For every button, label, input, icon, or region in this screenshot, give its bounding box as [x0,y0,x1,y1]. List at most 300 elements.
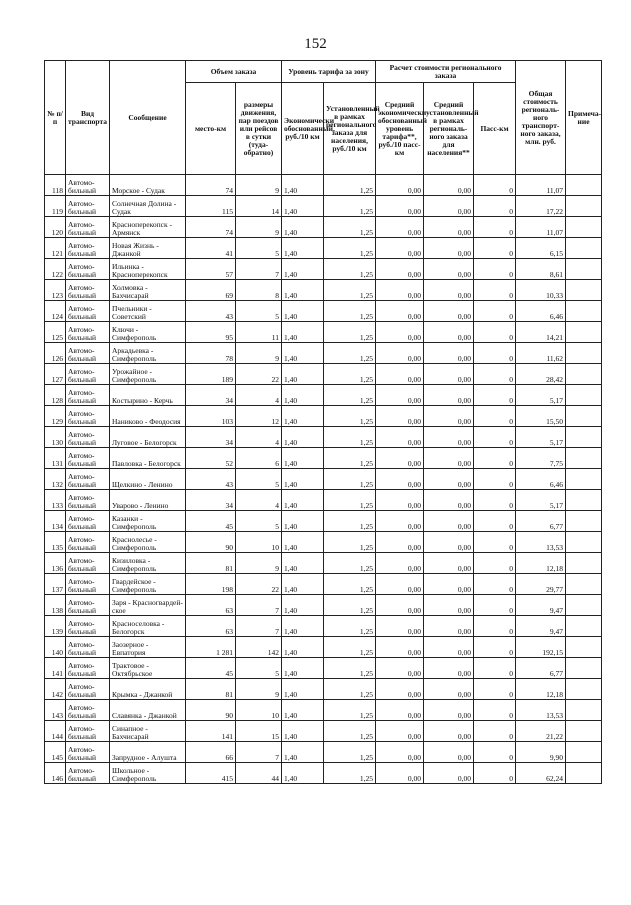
note-cell [566,385,602,406]
avg-set-tariff: 0,00 [424,763,474,784]
pass-km: 0 [474,448,516,469]
table-row [45,364,602,385]
avg-set-tariff: 0,00 [424,700,474,721]
header-idx: № п/п [45,61,66,175]
table-row [45,280,602,301]
route-name: Заря - Красногвардей-ское [110,595,186,616]
econ-tariff: 1,40 [282,763,324,784]
trips-per-day: 8 [236,280,282,301]
avg-set-tariff: 0,00 [424,280,474,301]
pass-km: 0 [474,574,516,595]
note-cell [566,259,602,280]
route-name: Славянка - Джанкой [110,700,186,721]
trips-per-day: 5 [236,658,282,679]
seat-km: 43 [186,301,236,322]
avg-econ-tariff: 0,00 [376,658,424,679]
note-cell [566,175,602,196]
transport-mode: Автомо-бильный [66,742,110,763]
row-number: 133 [45,490,66,511]
note-cell [566,742,602,763]
set-tariff: 1,25 [324,238,376,259]
pass-km: 0 [474,196,516,217]
trips-per-day: 7 [236,742,282,763]
trips-per-day: 7 [236,616,282,637]
transport-mode: Автомо-бильный [66,469,110,490]
avg-set-tariff: 0,00 [424,721,474,742]
trips-per-day: 10 [236,700,282,721]
route-name: Ключи - Симферополь [110,322,186,343]
row-number: 142 [45,679,66,700]
pass-km: 0 [474,532,516,553]
seat-km: 34 [186,490,236,511]
seat-km: 189 [186,364,236,385]
transport-mode: Автомо-бильный [66,700,110,721]
avg-econ-tariff: 0,00 [376,238,424,259]
avg-set-tariff: 0,00 [424,490,474,511]
total-cost: 17,22 [516,196,566,217]
note-cell [566,679,602,700]
total-cost: 6,46 [516,469,566,490]
avg-set-tariff: 0,00 [424,217,474,238]
route-name: Щелкино - Ленино [110,469,186,490]
avg-set-tariff: 0,00 [424,532,474,553]
avg-set-tariff: 0,00 [424,511,474,532]
row-number: 139 [45,616,66,637]
trips-per-day: 5 [236,238,282,259]
note-cell [566,637,602,658]
transport-mode: Автомо-бильный [66,406,110,427]
table-row [45,196,602,217]
econ-tariff: 1,40 [282,721,324,742]
set-tariff: 1,25 [324,511,376,532]
row-number: 129 [45,406,66,427]
avg-econ-tariff: 0,00 [376,385,424,406]
route-name: Наниково - Феодосия [110,406,186,427]
transport-mode: Автомо-бильный [66,343,110,364]
note-cell [566,322,602,343]
avg-econ-tariff: 0,00 [376,595,424,616]
pass-km: 0 [474,322,516,343]
avg-set-tariff: 0,00 [424,301,474,322]
set-tariff: 1,25 [324,637,376,658]
transport-mode: Автомо-бильный [66,217,110,238]
transport-mode: Автомо-бильный [66,196,110,217]
seat-km: 78 [186,343,236,364]
seat-km: 74 [186,217,236,238]
note-cell [566,343,602,364]
route-name: Урожайное - Симферополь [110,364,186,385]
trips-per-day: 12 [236,406,282,427]
route-name: Запрудное - Алушта [110,742,186,763]
pass-km: 0 [474,238,516,259]
transport-mode: Автомо-бильный [66,658,110,679]
avg-econ-tariff: 0,00 [376,490,424,511]
row-number: 124 [45,301,66,322]
transport-mode: Автомо-бильный [66,595,110,616]
row-number: 134 [45,511,66,532]
trips-per-day: 11 [236,322,282,343]
table-row [45,532,602,553]
pass-km: 0 [474,343,516,364]
pass-km: 0 [474,259,516,280]
pass-km: 0 [474,679,516,700]
seat-km: 41 [186,238,236,259]
econ-tariff: 1,40 [282,385,324,406]
row-number: 126 [45,343,66,364]
trips-per-day: 22 [236,574,282,595]
avg-set-tariff: 0,00 [424,616,474,637]
econ-tariff: 1,40 [282,637,324,658]
trips-per-day: 5 [236,301,282,322]
seat-km: 81 [186,679,236,700]
avg-econ-tariff: 0,00 [376,301,424,322]
set-tariff: 1,25 [324,532,376,553]
avg-econ-tariff: 0,00 [376,217,424,238]
note-cell [566,280,602,301]
route-name: Костырино - Керчь [110,385,186,406]
total-cost: 14,21 [516,322,566,343]
avg-econ-tariff: 0,00 [376,679,424,700]
seat-km: 66 [186,742,236,763]
row-number: 123 [45,280,66,301]
set-tariff: 1,25 [324,553,376,574]
set-tariff: 1,25 [324,301,376,322]
transport-mode: Автомо-бильный [66,385,110,406]
pass-km: 0 [474,301,516,322]
avg-set-tariff: 0,00 [424,637,474,658]
econ-tariff: 1,40 [282,322,324,343]
route-name: Синапное - Бахчисарай [110,721,186,742]
route-name: Казанки - Симферополь [110,511,186,532]
total-cost: 192,15 [516,637,566,658]
seat-km: 81 [186,553,236,574]
set-tariff: 1,25 [324,406,376,427]
route-name: Ильинка - Красноперекопск [110,259,186,280]
header-avg-econ: Средний экономически обоснованный уровень тарифа**, руб./10 пасс-км [376,83,424,175]
pass-km: 0 [474,406,516,427]
seat-km: 103 [186,406,236,427]
row-number: 122 [45,259,66,280]
trips-per-day: 5 [236,469,282,490]
avg-econ-tariff: 0,00 [376,427,424,448]
avg-econ-tariff: 0,00 [376,196,424,217]
table-row [45,427,602,448]
avg-econ-tariff: 0,00 [376,637,424,658]
total-cost: 6,77 [516,658,566,679]
note-cell [566,490,602,511]
set-tariff: 1,25 [324,196,376,217]
transport-mode: Автомо-бильный [66,721,110,742]
econ-tariff: 1,40 [282,280,324,301]
transport-mode: Автомо-бильный [66,238,110,259]
pass-km: 0 [474,742,516,763]
avg-econ-tariff: 0,00 [376,700,424,721]
econ-tariff: 1,40 [282,196,324,217]
note-cell [566,721,602,742]
note-cell [566,469,602,490]
set-tariff: 1,25 [324,490,376,511]
pass-km: 0 [474,490,516,511]
total-cost: 5,17 [516,385,566,406]
econ-tariff: 1,40 [282,658,324,679]
trips-per-day: 9 [236,553,282,574]
regional-order-table [44,60,602,784]
header-group-calc: Расчет стоимости регионального заказа [376,61,516,83]
avg-set-tariff: 0,00 [424,175,474,196]
avg-set-tariff: 0,00 [424,742,474,763]
header-trips: размеры движения, пар поездов или рейсов в сутки (туда-обратно) [236,83,282,175]
header-set-tariff: Установленный в рамках регионального заказа для населения, руб./10 км [324,83,376,175]
total-cost: 5,17 [516,490,566,511]
total-cost: 7,75 [516,448,566,469]
table-row [45,679,602,700]
avg-econ-tariff: 0,00 [376,343,424,364]
econ-tariff: 1,40 [282,553,324,574]
avg-econ-tariff: 0,00 [376,721,424,742]
total-cost: 12,18 [516,553,566,574]
seat-km: 45 [186,511,236,532]
route-name: Заозерное - Евпатория [110,637,186,658]
table-row [45,301,602,322]
header-econ: Экономически обоснованный, руб./10 км [282,83,324,175]
set-tariff: 1,25 [324,364,376,385]
set-tariff: 1,25 [324,259,376,280]
total-cost: 29,77 [516,574,566,595]
transport-mode: Автомо-бильный [66,322,110,343]
table-row [45,175,602,196]
table-row [45,238,602,259]
row-number: 125 [45,322,66,343]
header-group-tariff: Уровень тарифа за зону [282,61,376,83]
pass-km: 0 [474,175,516,196]
route-name: Аркадьевка - Симферополь [110,343,186,364]
route-name: Краснолесье - Симферополь [110,532,186,553]
avg-set-tariff: 0,00 [424,259,474,280]
trips-per-day: 10 [236,532,282,553]
seat-km: 43 [186,469,236,490]
total-cost: 11,07 [516,217,566,238]
route-name: Луговое - Белогорск [110,427,186,448]
total-cost: 13,53 [516,700,566,721]
row-number: 132 [45,469,66,490]
table-row [45,616,602,637]
transport-mode: Автомо-бильный [66,637,110,658]
econ-tariff: 1,40 [282,679,324,700]
trips-per-day: 7 [236,595,282,616]
pass-km: 0 [474,553,516,574]
trips-per-day: 7 [236,259,282,280]
row-number: 127 [45,364,66,385]
route-name: Кизиловка - Симферополь [110,553,186,574]
trips-per-day: 4 [236,490,282,511]
total-cost: 21,22 [516,721,566,742]
trips-per-day: 14 [236,196,282,217]
set-tariff: 1,25 [324,469,376,490]
table-row [45,217,602,238]
econ-tariff: 1,40 [282,301,324,322]
table-row [45,700,602,721]
row-number: 144 [45,721,66,742]
route-name: Красноселовка - Белогорск [110,616,186,637]
econ-tariff: 1,40 [282,511,324,532]
trips-per-day: 4 [236,427,282,448]
econ-tariff: 1,40 [282,448,324,469]
note-cell [566,427,602,448]
transport-mode: Автомо-бильный [66,280,110,301]
note-cell [566,364,602,385]
route-name: Школьное - Симферополь [110,763,186,784]
total-cost: 62,24 [516,763,566,784]
transport-mode: Автомо-бильный [66,427,110,448]
trips-per-day: 4 [236,385,282,406]
row-number: 118 [45,175,66,196]
avg-set-tariff: 0,00 [424,322,474,343]
total-cost: 9,47 [516,616,566,637]
avg-econ-tariff: 0,00 [376,616,424,637]
set-tariff: 1,25 [324,742,376,763]
avg-econ-tariff: 0,00 [376,742,424,763]
set-tariff: 1,25 [324,574,376,595]
avg-set-tariff: 0,00 [424,595,474,616]
total-cost: 8,61 [516,259,566,280]
row-number: 121 [45,238,66,259]
avg-set-tariff: 0,00 [424,658,474,679]
econ-tariff: 1,40 [282,490,324,511]
set-tariff: 1,25 [324,721,376,742]
seat-km: 95 [186,322,236,343]
trips-per-day: 9 [236,679,282,700]
trips-per-day: 15 [236,721,282,742]
seat-km: 57 [186,259,236,280]
avg-set-tariff: 0,00 [424,448,474,469]
table-row [45,385,602,406]
transport-mode: Автомо-бильный [66,448,110,469]
pass-km: 0 [474,763,516,784]
set-tariff: 1,25 [324,679,376,700]
avg-econ-tariff: 0,00 [376,553,424,574]
route-name: Красноперекопск - Армянск [110,217,186,238]
row-number: 137 [45,574,66,595]
econ-tariff: 1,40 [282,175,324,196]
route-name: Морское - Судак [110,175,186,196]
note-cell [566,196,602,217]
pass-km: 0 [474,658,516,679]
note-cell [566,532,602,553]
avg-econ-tariff: 0,00 [376,280,424,301]
total-cost: 5,17 [516,427,566,448]
header-pass-km: Пасс-км [474,83,516,175]
total-cost: 12,18 [516,679,566,700]
pass-km: 0 [474,385,516,406]
seat-km: 90 [186,532,236,553]
avg-set-tariff: 0,00 [424,574,474,595]
pass-km: 0 [474,637,516,658]
pass-km: 0 [474,595,516,616]
note-cell [566,406,602,427]
row-number: 143 [45,700,66,721]
pass-km: 0 [474,469,516,490]
header-group-volume: Объем заказа [186,61,282,83]
transport-mode: Автомо-бильный [66,259,110,280]
avg-econ-tariff: 0,00 [376,406,424,427]
econ-tariff: 1,40 [282,595,324,616]
note-cell [566,763,602,784]
row-number: 128 [45,385,66,406]
avg-econ-tariff: 0,00 [376,322,424,343]
trips-per-day: 5 [236,511,282,532]
route-name: Солнечная Долина - Судак [110,196,186,217]
avg-econ-tariff: 0,00 [376,469,424,490]
seat-km: 74 [186,175,236,196]
note-cell [566,511,602,532]
seat-km: 34 [186,385,236,406]
transport-mode: Автомо-бильный [66,616,110,637]
seat-km: 141 [186,721,236,742]
econ-tariff: 1,40 [282,259,324,280]
header-note: Примеча-ние [566,61,602,175]
header-total: Общая стоимость региональ-ного транспорт-ного заказа, млн. руб. [516,61,566,175]
table-row [45,742,602,763]
econ-tariff: 1,40 [282,364,324,385]
seat-km: 63 [186,595,236,616]
avg-econ-tariff: 0,00 [376,364,424,385]
table-row [45,343,602,364]
table-row [45,721,602,742]
row-number: 119 [45,196,66,217]
table-row [45,658,602,679]
seat-km: 1 281 [186,637,236,658]
set-tariff: 1,25 [324,280,376,301]
seat-km: 52 [186,448,236,469]
avg-set-tariff: 0,00 [424,364,474,385]
note-cell [566,595,602,616]
header-seat-km: место-км [186,83,236,175]
pass-km: 0 [474,280,516,301]
avg-set-tariff: 0,00 [424,343,474,364]
row-number: 135 [45,532,66,553]
transport-mode: Автомо-бильный [66,364,110,385]
avg-set-tariff: 0,00 [424,238,474,259]
header-route: Сообщение [110,61,186,175]
row-number: 145 [45,742,66,763]
transport-mode: Автомо-бильный [66,301,110,322]
table-row [45,763,602,784]
set-tariff: 1,25 [324,595,376,616]
total-cost: 9,47 [516,595,566,616]
row-number: 138 [45,595,66,616]
avg-set-tariff: 0,00 [424,553,474,574]
set-tariff: 1,25 [324,217,376,238]
transport-mode: Автомо-бильный [66,175,110,196]
avg-set-tariff: 0,00 [424,469,474,490]
note-cell [566,616,602,637]
trips-per-day: 142 [236,637,282,658]
table-row [45,574,602,595]
table-row [45,637,602,658]
row-number: 140 [45,637,66,658]
pass-km: 0 [474,616,516,637]
set-tariff: 1,25 [324,763,376,784]
total-cost: 6,15 [516,238,566,259]
econ-tariff: 1,40 [282,616,324,637]
row-number: 131 [45,448,66,469]
note-cell [566,238,602,259]
econ-tariff: 1,40 [282,574,324,595]
set-tariff: 1,25 [324,322,376,343]
seat-km: 90 [186,700,236,721]
set-tariff: 1,25 [324,616,376,637]
transport-mode: Автомо-бильный [66,553,110,574]
